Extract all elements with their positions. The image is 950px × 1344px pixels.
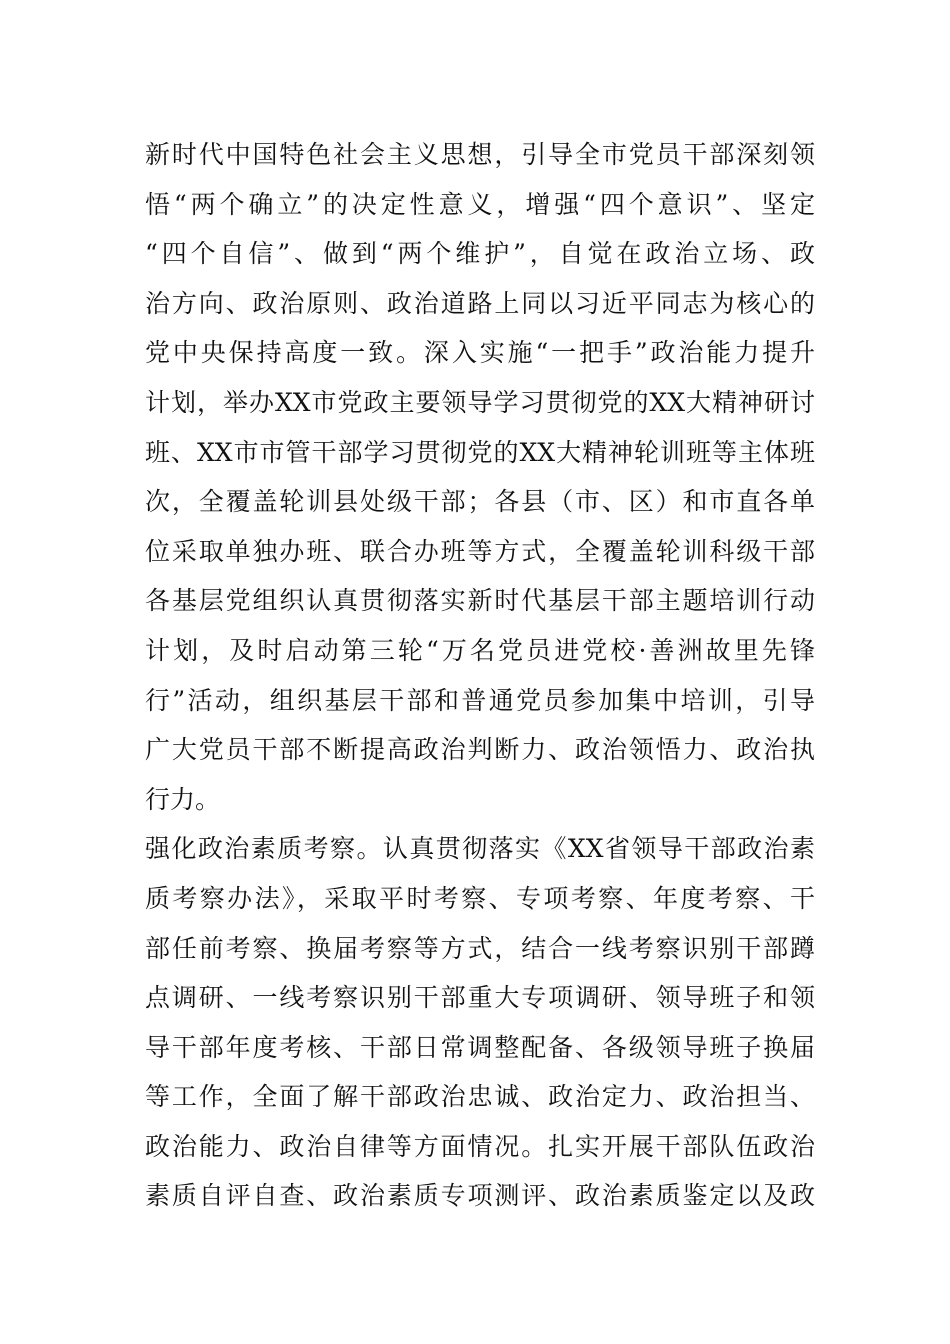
text-line: “四个自信”、做到“两个维护”，自觉在政治立场、政 [145,239,815,269]
text-line: 各基层党组织认真贯彻落实新时代基层干部主题培训行动 [145,586,815,616]
text-line: 计划，及时启动第三轮“万名党员进党校·善洲故里先锋 [145,635,815,665]
body-text [145,130,815,1221]
text-line: 行”活动，组织基层干部和普通党员参加集中培训，引导 [145,685,815,715]
text-line: 治方向、政治原则、政治道路上同以习近平同志为核心的 [145,288,815,318]
text-line: 计划，举办XX市党政主要领导学习贯彻党的XX大精神研讨 [145,387,815,417]
text-line: 行力。 [145,784,221,814]
text-line: 素质自评自查、政治素质专项测评、政治素质鉴定以及政 [145,1181,815,1211]
text-line: 部任前考察、换届考察等方式，结合一线考察识别干部蹲 [145,933,815,963]
text-line: 导干部年度考核、干部日常调整配备、各级领导班子换届 [145,1032,815,1062]
text-line: 班、XX市市管干部学习贯彻党的XX大精神轮训班等主体班 [145,437,815,467]
text-line: 位采取单独办班、联合办班等方式，全覆盖轮训科级干部 [145,536,815,566]
text-line: 政治能力、政治自律等方面情况。扎实开展干部队伍政治 [145,1131,815,1161]
text-line: 次，全覆盖轮训县处级干部；各县（市、区）和市直各单 [145,487,815,517]
text-line: 党中央保持高度一致。深入实施“一把手”政治能力提升 [145,338,815,368]
text-line: 强化政治素质考察。认真贯彻落实《XX省领导干部政治素 [145,834,815,864]
text-line: 点调研、一线考察识别干部重大专项调研、领导班子和领 [145,983,815,1013]
text-line: 新时代中国特色社会主义思想，引导全市党员干部深刻领 [145,140,815,169]
text-line: 悟“两个确立”的决定性意义，增强“四个意识”、坚定 [145,189,815,219]
text-line: 等工作，全面了解干部政治忠诚、政治定力、政治担当、 [145,1082,815,1112]
text-line: 广大党员干部不断提高政治判断力、政治领悟力、政治执 [145,735,815,765]
text-line: 质考察办法》，采取平时考察、专项考察、年度考察、干 [145,883,815,913]
